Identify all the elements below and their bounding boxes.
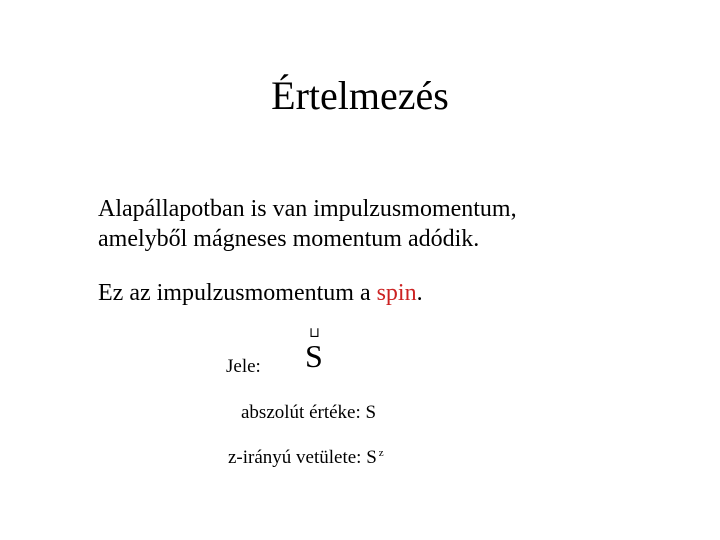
z-subscript: z	[378, 447, 384, 459]
intro-line-2: amelyből mágneses momentum adódik.	[98, 226, 480, 252]
spin-paragraph-suffix: .	[416, 280, 423, 306]
spin-letter: S	[305, 338, 323, 374]
spin-paragraph	[98, 278, 423, 308]
spin-paragraph-prefix: Ez az impulzusmomentum a	[98, 280, 377, 306]
vector-arrow-icon: ⊔	[309, 325, 320, 341]
absolute-value-line: abszolút értéke: S	[241, 402, 377, 423]
z-projection-text: z-irányú vetülete: S	[228, 447, 377, 468]
intro-paragraph	[98, 194, 517, 254]
intro-line-1: Alapállapotban is van impulzusmomentum,	[98, 196, 517, 222]
spin-highlight: spin	[376, 280, 417, 306]
slide-title: Értelmezés	[271, 73, 449, 118]
spin-vector-symbol	[305, 326, 335, 374]
z-projection-line	[228, 446, 384, 472]
symbol-label: Jele:	[226, 356, 261, 377]
